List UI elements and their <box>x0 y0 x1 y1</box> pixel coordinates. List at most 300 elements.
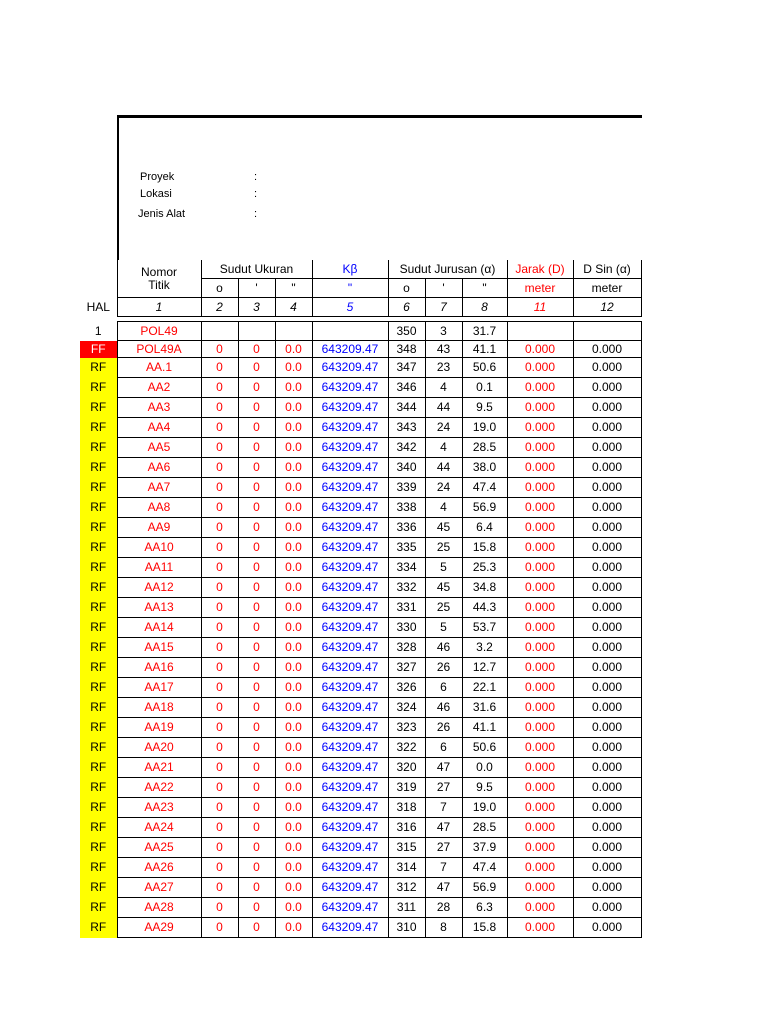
row-code-cell: RF <box>80 558 117 578</box>
sudut-ukuran-min-cell: 0 <box>238 618 275 638</box>
table-row <box>80 798 641 818</box>
jarak-cell: 0.000 <box>507 778 573 798</box>
row-code-cell: RF <box>80 438 117 458</box>
sudut-jurusan-deg-cell: 340 <box>388 458 425 478</box>
sudut-ukuran-sec-cell: 0.0 <box>275 778 312 798</box>
table-row <box>80 518 641 538</box>
jarak-cell: 0.000 <box>507 418 573 438</box>
row-code-cell: RF <box>80 898 117 918</box>
sudut-jurusan-deg-cell: 315 <box>388 838 425 858</box>
jarak-cell: 0.000 <box>507 358 573 378</box>
sudut-jurusan-sec-cell: 47.4 <box>462 478 507 498</box>
table-row <box>80 341 641 358</box>
sudut-ukuran-deg-cell: 0 <box>201 758 238 778</box>
jarak-cell: 0.000 <box>507 918 573 938</box>
sudut-ukuran-min-cell: 0 <box>238 518 275 538</box>
sudut-ukuran-deg-cell: 0 <box>201 341 238 358</box>
dsin-cell: 0.000 <box>573 358 641 378</box>
sudut-ukuran-sec-cell: 0.0 <box>275 518 312 538</box>
sudut-jurusan-min-cell: 23 <box>425 358 462 378</box>
sudut-ukuran-min-cell: 0 <box>238 418 275 438</box>
col-number: 4 <box>275 298 312 317</box>
k-beta-cell: 643209.47 <box>312 341 388 358</box>
dsin-cell: 0.000 <box>573 738 641 758</box>
sudut-jurusan-deg-cell: 324 <box>388 698 425 718</box>
sudut-jurusan-sec-cell: 28.5 <box>462 818 507 838</box>
table-row <box>80 878 641 898</box>
dsin-cell: 0.000 <box>573 378 641 398</box>
dsin-cell: 0.000 <box>573 638 641 658</box>
row-code-cell: RF <box>80 918 117 938</box>
nomor-titik-cell: AA12 <box>117 578 201 598</box>
sudut-jurusan-deg-cell: 331 <box>388 598 425 618</box>
nomor-titik-cell: AA.1 <box>117 358 201 378</box>
sudut-jurusan-deg-cell: 344 <box>388 398 425 418</box>
sudut-ukuran-deg-cell: 0 <box>201 798 238 818</box>
sudut-jurusan-deg-cell: 334 <box>388 558 425 578</box>
nomor-titik-cell: AA2 <box>117 378 201 398</box>
row-code-cell: FF <box>80 341 117 358</box>
sudut-ukuran-sec-cell: 0.0 <box>275 758 312 778</box>
sudut-jurusan-min-cell: 47 <box>425 758 462 778</box>
sudut-ukuran-deg-cell: 0 <box>201 918 238 938</box>
jarak-cell: 0.000 <box>507 898 573 918</box>
proyek-label: Proyek <box>140 171 175 183</box>
k-beta-cell: 643209.47 <box>312 518 388 538</box>
nomor-titik-cell: POL49A <box>117 341 201 358</box>
sudut-jurusan-deg-cell: 322 <box>388 738 425 758</box>
sudut-ukuran-deg-cell <box>201 322 238 341</box>
sudut-jurusan-deg-cell: 326 <box>388 678 425 698</box>
sudut-jurusan-sec-cell: 0.1 <box>462 378 507 398</box>
sudut-ukuran-deg-cell: 0 <box>201 498 238 518</box>
sudut-jurusan-min-cell: 47 <box>425 878 462 898</box>
sudut-ukuran-deg-cell: 0 <box>201 558 238 578</box>
nomor-titik-cell: AA5 <box>117 438 201 458</box>
nomor-titik-cell: POL49 <box>117 322 201 341</box>
sudut-ukuran-min-cell: 0 <box>238 718 275 738</box>
table-row <box>80 418 641 438</box>
project-info <box>140 171 300 231</box>
dsin-cell: 0.000 <box>573 478 641 498</box>
sudut-jurusan-deg-cell: 319 <box>388 778 425 798</box>
sudut-jurusan-deg-cell: 342 <box>388 438 425 458</box>
row-code-cell: RF <box>80 358 117 378</box>
sudut-jurusan-sec-cell: 25.3 <box>462 558 507 578</box>
jenis-alat-label: Jenis Alat <box>138 208 186 220</box>
dsin-cell: 0.000 <box>573 398 641 418</box>
row-code-cell: RF <box>80 598 117 618</box>
jarak-cell: 0.000 <box>507 718 573 738</box>
sudut-ukuran-sec-cell: 0.0 <box>275 398 312 418</box>
nomor-titik-cell: AA11 <box>117 558 201 578</box>
sudut-ukuran-header: Sudut Ukuran <box>201 260 312 279</box>
sudut-jurusan-sec-cell: 31.7 <box>462 322 507 341</box>
sudut-jurusan-sec-cell: 56.9 <box>462 878 507 898</box>
k-beta-cell: 643209.47 <box>312 458 388 478</box>
sudut-ukuran-sec-cell: 0.0 <box>275 678 312 698</box>
table-row <box>80 498 641 518</box>
dsin-cell: 0.000 <box>573 718 641 738</box>
sudut-ukuran-deg-cell: 0 <box>201 418 238 438</box>
sudut-jurusan-min-cell: 25 <box>425 598 462 618</box>
sudut-jurusan-deg-cell: 328 <box>388 638 425 658</box>
deg-symbol: o <box>201 279 238 298</box>
nomor-titik-cell: AA10 <box>117 538 201 558</box>
dsin-cell: 0.000 <box>573 618 641 638</box>
sudut-jurusan-min-cell: 7 <box>425 858 462 878</box>
sudut-ukuran-min-cell: 0 <box>238 898 275 918</box>
sudut-jurusan-sec-cell: 50.6 <box>462 358 507 378</box>
row-code-cell: RF <box>80 498 117 518</box>
nomor-titik-cell: AA27 <box>117 878 201 898</box>
jarak-cell: 0.000 <box>507 578 573 598</box>
dsin-cell: 0.000 <box>573 438 641 458</box>
dsin-cell: 0.000 <box>573 898 641 918</box>
sudut-ukuran-deg-cell: 0 <box>201 618 238 638</box>
sudut-ukuran-min-cell: 0 <box>238 698 275 718</box>
k-beta-cell: 643209.47 <box>312 378 388 398</box>
k-beta-cell: 643209.47 <box>312 638 388 658</box>
sudut-ukuran-deg-cell: 0 <box>201 358 238 378</box>
sudut-jurusan-deg-cell: 346 <box>388 378 425 398</box>
nomor-titik-cell: AA3 <box>117 398 201 418</box>
col-number: 12 <box>573 298 641 317</box>
k-beta-cell: 643209.47 <box>312 818 388 838</box>
sudut-jurusan-deg-cell: 323 <box>388 718 425 738</box>
sudut-ukuran-deg-cell: 0 <box>201 398 238 418</box>
sudut-jurusan-min-cell: 8 <box>425 918 462 938</box>
table-row <box>80 578 641 598</box>
sudut-jurusan-min-cell: 24 <box>425 418 462 438</box>
sudut-jurusan-min-cell: 4 <box>425 438 462 458</box>
jarak-cell: 0.000 <box>507 838 573 858</box>
sudut-jurusan-sec-cell: 12.7 <box>462 658 507 678</box>
k-beta-cell: 643209.47 <box>312 498 388 518</box>
table-row <box>80 698 641 718</box>
sudut-ukuran-deg-cell: 0 <box>201 638 238 658</box>
sudut-ukuran-deg-cell: 0 <box>201 678 238 698</box>
k-beta-cell: 643209.47 <box>312 538 388 558</box>
nomor-titik-cell: AA14 <box>117 618 201 638</box>
row-code-cell: RF <box>80 838 117 858</box>
sudut-ukuran-sec-cell: 0.0 <box>275 918 312 938</box>
nomor-titik-header: Nomor <box>117 260 201 279</box>
dsin-cell: 0.000 <box>573 598 641 618</box>
sudut-jurusan-sec-cell: 38.0 <box>462 458 507 478</box>
col-number: 11 <box>507 298 573 317</box>
sudut-ukuran-min-cell: 0 <box>238 341 275 358</box>
sudut-ukuran-min-cell: 0 <box>238 538 275 558</box>
k-beta-cell: 643209.47 <box>312 358 388 378</box>
k-beta-cell: 643209.47 <box>312 858 388 878</box>
sudut-ukuran-min-cell: 0 <box>238 438 275 458</box>
jarak-cell: 0.000 <box>507 698 573 718</box>
table-row <box>80 758 641 778</box>
k-beta-cell: 643209.47 <box>312 558 388 578</box>
row-code-cell: RF <box>80 478 117 498</box>
sudut-jurusan-sec-cell: 3.2 <box>462 638 507 658</box>
sudut-ukuran-deg-cell: 0 <box>201 458 238 478</box>
sudut-jurusan-min-cell: 46 <box>425 698 462 718</box>
sudut-ukuran-min-cell <box>238 322 275 341</box>
dsin-cell: 0.000 <box>573 658 641 678</box>
jarak-cell: 0.000 <box>507 598 573 618</box>
jarak-cell: 0.000 <box>507 498 573 518</box>
row-code-cell: RF <box>80 398 117 418</box>
row-code-cell: RF <box>80 378 117 398</box>
sudut-jurusan-sec-cell: 22.1 <box>462 678 507 698</box>
sudut-jurusan-sec-cell: 41.1 <box>462 718 507 738</box>
jarak-unit: meter <box>507 279 573 298</box>
nomor-titik-cell: AA4 <box>117 418 201 438</box>
sudut-jurusan-sec-cell: 15.8 <box>462 918 507 938</box>
row-code-cell: RF <box>80 698 117 718</box>
sudut-jurusan-header: Sudut Jurusan (α) <box>388 260 507 279</box>
dsin-cell: 0.000 <box>573 578 641 598</box>
col-number: 7 <box>425 298 462 317</box>
dsin-header: D Sin (α) <box>573 260 641 279</box>
sudut-ukuran-min-cell: 0 <box>238 918 275 938</box>
sudut-jurusan-min-cell: 6 <box>425 738 462 758</box>
jarak-cell: 0.000 <box>507 398 573 418</box>
sudut-ukuran-min-cell: 0 <box>238 818 275 838</box>
dsin-cell: 0.000 <box>573 538 641 558</box>
sudut-jurusan-deg-cell: 339 <box>388 478 425 498</box>
sudut-jurusan-min-cell: 45 <box>425 518 462 538</box>
row-code-cell: RF <box>80 798 117 818</box>
sudut-ukuran-sec-cell: 0.0 <box>275 358 312 378</box>
sudut-ukuran-min-cell: 0 <box>238 738 275 758</box>
sudut-jurusan-min-cell: 26 <box>425 658 462 678</box>
col-number: 8 <box>462 298 507 317</box>
sudut-jurusan-min-cell: 6 <box>425 678 462 698</box>
sudut-jurusan-sec-cell: 41.1 <box>462 341 507 358</box>
k-beta-cell: 643209.47 <box>312 598 388 618</box>
sudut-ukuran-min-cell: 0 <box>238 878 275 898</box>
k-beta-cell: 643209.47 <box>312 738 388 758</box>
k-beta-cell: 643209.47 <box>312 758 388 778</box>
lokasi-label: Lokasi <box>140 188 172 200</box>
row-code-cell: RF <box>80 858 117 878</box>
nomor-titik-cell: AA25 <box>117 838 201 858</box>
dsin-cell: 0.000 <box>573 918 641 938</box>
jarak-cell: 0.000 <box>507 758 573 778</box>
sudut-jurusan-sec-cell: 47.4 <box>462 858 507 878</box>
k-beta-cell: 643209.47 <box>312 798 388 818</box>
sudut-ukuran-min-cell: 0 <box>238 498 275 518</box>
jarak-cell: 0.000 <box>507 341 573 358</box>
jurusan-min-symbol: ' <box>425 279 462 298</box>
dsin-cell: 0.000 <box>573 778 641 798</box>
jarak-cell: 0.000 <box>507 798 573 818</box>
traverse-data-table <box>80 321 642 938</box>
col-number: 5 <box>312 298 388 317</box>
sudut-ukuran-deg-cell: 0 <box>201 518 238 538</box>
sudut-jurusan-sec-cell: 19.0 <box>462 798 507 818</box>
nomor-titik-cell: AA29 <box>117 918 201 938</box>
sudut-ukuran-sec-cell: 0.0 <box>275 898 312 918</box>
sudut-ukuran-sec-cell: 0.0 <box>275 341 312 358</box>
table-row <box>80 818 641 838</box>
sudut-ukuran-sec-cell: 0.0 <box>275 858 312 878</box>
sudut-ukuran-min-cell: 0 <box>238 478 275 498</box>
table-row <box>80 838 641 858</box>
sudut-ukuran-deg-cell: 0 <box>201 538 238 558</box>
sudut-ukuran-min-cell: 0 <box>238 578 275 598</box>
dsin-cell: 0.000 <box>573 758 641 778</box>
sudut-jurusan-min-cell: 7 <box>425 798 462 818</box>
nomor-titik-cell: AA20 <box>117 738 201 758</box>
jarak-cell: 0.000 <box>507 458 573 478</box>
sudut-ukuran-sec-cell: 0.0 <box>275 838 312 858</box>
sudut-ukuran-sec-cell: 0.0 <box>275 878 312 898</box>
row-code-cell: RF <box>80 418 117 438</box>
sudut-jurusan-deg-cell: 311 <box>388 898 425 918</box>
sudut-jurusan-min-cell: 27 <box>425 778 462 798</box>
sudut-jurusan-sec-cell: 50.6 <box>462 738 507 758</box>
table-row <box>80 918 641 938</box>
sudut-ukuran-deg-cell: 0 <box>201 658 238 678</box>
sudut-jurusan-min-cell: 5 <box>425 618 462 638</box>
sudut-jurusan-sec-cell: 53.7 <box>462 618 507 638</box>
sudut-jurusan-deg-cell: 343 <box>388 418 425 438</box>
sudut-jurusan-sec-cell: 56.9 <box>462 498 507 518</box>
sudut-jurusan-sec-cell: 34.8 <box>462 578 507 598</box>
k-beta-cell: 643209.47 <box>312 778 388 798</box>
sudut-ukuran-deg-cell: 0 <box>201 378 238 398</box>
jarak-cell: 0.000 <box>507 858 573 878</box>
jarak-cell: 0.000 <box>507 638 573 658</box>
table-row <box>80 718 641 738</box>
sudut-ukuran-sec-cell: 0.0 <box>275 738 312 758</box>
row-code-cell: RF <box>80 778 117 798</box>
nomor-titik-cell: AA7 <box>117 478 201 498</box>
table-row <box>80 738 641 758</box>
table-row <box>80 438 641 458</box>
nomor-titik-cell: AA26 <box>117 858 201 878</box>
column-header <box>80 260 642 317</box>
sudut-jurusan-sec-cell: 9.5 <box>462 778 507 798</box>
sudut-ukuran-sec-cell: 0.0 <box>275 498 312 518</box>
sudut-jurusan-deg-cell: 327 <box>388 658 425 678</box>
nomor-titik-cell: AA8 <box>117 498 201 518</box>
jurusan-deg-symbol: o <box>388 279 425 298</box>
dsin-cell: 0.000 <box>573 558 641 578</box>
dsin-cell: 0.000 <box>573 878 641 898</box>
frame-left-border <box>117 115 119 260</box>
sudut-jurusan-min-cell: 25 <box>425 538 462 558</box>
sudut-ukuran-min-cell: 0 <box>238 758 275 778</box>
sudut-ukuran-min-cell: 0 <box>238 638 275 658</box>
dsin-cell: 0.000 <box>573 458 641 478</box>
jarak-cell: 0.000 <box>507 618 573 638</box>
table-row <box>80 898 641 918</box>
table-row <box>80 458 641 478</box>
sudut-ukuran-min-cell: 0 <box>238 678 275 698</box>
table-row <box>80 598 641 618</box>
jarak-cell <box>507 322 573 341</box>
sudut-jurusan-deg-cell: 335 <box>388 538 425 558</box>
sudut-jurusan-deg-cell: 336 <box>388 518 425 538</box>
sudut-ukuran-min-cell: 0 <box>238 658 275 678</box>
sudut-ukuran-sec-cell: 0.0 <box>275 558 312 578</box>
sudut-jurusan-min-cell: 45 <box>425 578 462 598</box>
sudut-ukuran-deg-cell: 0 <box>201 578 238 598</box>
sudut-ukuran-min-cell: 0 <box>238 598 275 618</box>
k-beta-cell: 643209.47 <box>312 718 388 738</box>
jarak-cell: 0.000 <box>507 558 573 578</box>
jarak-cell: 0.000 <box>507 518 573 538</box>
dsin-cell: 0.000 <box>573 818 641 838</box>
sudut-ukuran-deg-cell: 0 <box>201 818 238 838</box>
row-code-cell: RF <box>80 758 117 778</box>
col-number: 1 <box>117 298 201 317</box>
sudut-ukuran-deg-cell: 0 <box>201 778 238 798</box>
row-code-cell: RF <box>80 658 117 678</box>
sudut-ukuran-min-cell: 0 <box>238 858 275 878</box>
sudut-ukuran-sec-cell: 0.0 <box>275 798 312 818</box>
k-beta-cell: 643209.47 <box>312 678 388 698</box>
sudut-jurusan-deg-cell: 348 <box>388 341 425 358</box>
sudut-jurusan-sec-cell: 44.3 <box>462 598 507 618</box>
k-beta-cell: 643209.47 <box>312 918 388 938</box>
k-beta-cell: 643209.47 <box>312 398 388 418</box>
sudut-ukuran-min-cell: 0 <box>238 558 275 578</box>
nomor-titik-header-line2: Titik <box>117 279 201 298</box>
sudut-jurusan-deg-cell: 314 <box>388 858 425 878</box>
k-beta-cell: 643209.47 <box>312 698 388 718</box>
sec-symbol: " <box>275 279 312 298</box>
sudut-ukuran-deg-cell: 0 <box>201 438 238 458</box>
sudut-jurusan-min-cell: 46 <box>425 638 462 658</box>
sudut-jurusan-deg-cell: 318 <box>388 798 425 818</box>
dsin-cell: 0.000 <box>573 698 641 718</box>
k-beta-cell: 643209.47 <box>312 658 388 678</box>
table-row <box>80 638 641 658</box>
lokasi-colon: : <box>254 188 258 200</box>
nomor-titik-cell: AA21 <box>117 758 201 778</box>
sudut-jurusan-min-cell: 47 <box>425 818 462 838</box>
dsin-cell: 0.000 <box>573 418 641 438</box>
sudut-jurusan-sec-cell: 31.6 <box>462 698 507 718</box>
dsin-cell: 0.000 <box>573 678 641 698</box>
jarak-cell: 0.000 <box>507 678 573 698</box>
min-symbol: ' <box>238 279 275 298</box>
row-code-cell: RF <box>80 578 117 598</box>
sudut-jurusan-min-cell: 26 <box>425 718 462 738</box>
sudut-jurusan-min-cell: 43 <box>425 341 462 358</box>
jarak-cell: 0.000 <box>507 538 573 558</box>
sudut-jurusan-min-cell: 27 <box>425 838 462 858</box>
jarak-header: Jarak (D) <box>507 260 573 279</box>
table-row <box>80 558 641 578</box>
sudut-ukuran-min-cell: 0 <box>238 358 275 378</box>
nomor-titik-cell: AA23 <box>117 798 201 818</box>
nomor-titik-cell: AA15 <box>117 638 201 658</box>
dsin-cell: 0.000 <box>573 798 641 818</box>
nomor-titik-cell: AA17 <box>117 678 201 698</box>
k-beta-cell: 643209.47 <box>312 838 388 858</box>
dsin-cell: 0.000 <box>573 341 641 358</box>
sudut-jurusan-sec-cell: 0.0 <box>462 758 507 778</box>
nomor-titik-cell: AA19 <box>117 718 201 738</box>
sudut-ukuran-sec-cell: 0.0 <box>275 538 312 558</box>
sudut-jurusan-deg-cell: 338 <box>388 498 425 518</box>
sudut-jurusan-min-cell: 28 <box>425 898 462 918</box>
row-code-cell: RF <box>80 638 117 658</box>
row-code-cell: RF <box>80 618 117 638</box>
